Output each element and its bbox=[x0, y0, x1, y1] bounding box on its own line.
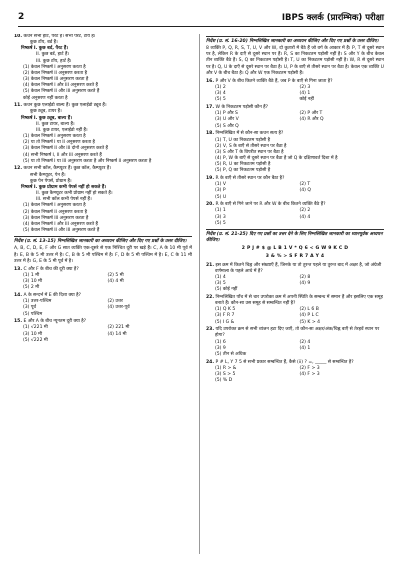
question-block bbox=[14, 319, 192, 344]
question-block bbox=[206, 360, 384, 385]
column-divider bbox=[199, 34, 200, 554]
option: (4) 14 मी bbox=[107, 331, 127, 337]
option: (2) L 6 B bbox=[299, 307, 319, 313]
question-text bbox=[206, 327, 384, 339]
question-number: 15. bbox=[14, 319, 23, 325]
conclusion-line: III. कुछ टॉय, हार्ट हैं। bbox=[36, 58, 72, 64]
symbol-series: 2 P J # $ @ L B 1 V * Q 6 < G W 9 K C D bbox=[241, 246, 349, 252]
question-block bbox=[206, 295, 384, 326]
option: (2) 221 मी bbox=[107, 325, 130, 331]
conclusion-line: II. कुछ टायर, बाल्य हैं। bbox=[36, 121, 75, 127]
option-row bbox=[206, 97, 384, 103]
option: (5) तीन से अधिक bbox=[215, 351, 247, 357]
option: (3) U और V bbox=[215, 117, 239, 123]
question-stem: कथन सभी हार्ट, पैरट हैं। सभी पैरट, टॉय हैं। bbox=[23, 34, 96, 39]
question-number: 13. bbox=[14, 266, 23, 272]
question-block bbox=[206, 202, 384, 227]
option: (3) S और T के विपरीत स्थान पर बैठा है bbox=[215, 149, 284, 155]
statement-line: कुछ ट्यूब, टायर हैं। bbox=[30, 109, 62, 115]
option: (3) 10 मी bbox=[23, 331, 43, 337]
option: (4) 1 bbox=[299, 345, 311, 351]
question-stem: यदि उपरोक्त क्रम से सभी व्यंजन हटा दिए जाएँ, तो कौन-सा अक्षर/अंक/चिह्न बाएँ से तेरहवें स्थान पर होगा? bbox=[215, 327, 380, 339]
option: (1) T, U का निकटतम पड़ोसी है bbox=[215, 137, 270, 143]
option: (3) P bbox=[215, 188, 226, 194]
option: (1) Q K 5 bbox=[215, 307, 236, 313]
option: (5) केवल निष्कर्ष II और III अनुसरण करते हैं bbox=[23, 228, 100, 234]
option-row bbox=[206, 320, 384, 326]
question-block bbox=[14, 267, 192, 292]
question-block bbox=[14, 293, 192, 318]
right-column bbox=[206, 34, 384, 556]
option: कोई अनुसरण नहीं करता है bbox=[23, 95, 68, 101]
question-number: 11. bbox=[14, 103, 23, 109]
option: (1) V bbox=[215, 182, 226, 188]
option: (5) I G & bbox=[215, 319, 235, 325]
option: (3) पूर्व bbox=[23, 305, 36, 311]
option: (5) P, Q का निकटतम पड़ोसी है bbox=[215, 168, 271, 174]
option: (2) F > 3 bbox=[299, 365, 320, 371]
option-row bbox=[206, 372, 384, 378]
option: (1) केवल निष्कर्ष I अनुसरण करता है bbox=[23, 64, 86, 70]
option: (1) R > & bbox=[215, 365, 237, 371]
option: (2) उत्तर bbox=[107, 299, 123, 305]
option: (4) F > 3 bbox=[299, 371, 320, 377]
option: (2) T bbox=[299, 182, 311, 188]
page-header bbox=[18, 12, 384, 27]
direction-heading: निर्देश (प्र. सं. 13-15) निम्नलिखित जानकारी का अध्ययन कीजिए और दिए गए प्रश्नों के उत्तर दीजिए। bbox=[14, 236, 192, 245]
question-number: 21. bbox=[206, 262, 215, 268]
option: (5) √222 मी bbox=[23, 337, 48, 343]
option: (4) P L C bbox=[299, 313, 319, 319]
passage-text: A, B, C, D, E, F और G सात व्यक्ति एक-दूसरे से एक निश्चित दूरी पर खड़े हैं। C, A के 10 मी पूर्व में है। E, B के 5 मी उत्तर में है। C, B के 5 मी पश्चिम में है। F, D के 5 मी पश्चिम में है। E, C के 11 मी उत्तर में है। G, E के 5 मी पूर्व में है। bbox=[14, 246, 192, 264]
option: (3) 3 bbox=[215, 214, 226, 220]
option: (4) 1 bbox=[299, 91, 311, 97]
option: (1) 1 bbox=[215, 208, 226, 214]
question-text bbox=[206, 263, 384, 275]
option: (2) V, S के बाएँ से तीसरे स्थान पर बैठा है bbox=[215, 143, 287, 149]
option: (5) या तो निष्कर्ष I या III अनुसरण करता है और निष्कर्ष II अनुसरण करता है bbox=[23, 158, 152, 164]
question-block bbox=[206, 79, 384, 104]
option: (2) केवल निष्कर्ष II अनुसरण करता है bbox=[23, 70, 87, 76]
option: (5) K > 4 bbox=[299, 319, 320, 325]
question-number: 14. bbox=[14, 293, 23, 299]
option: (3) 10 मी bbox=[23, 279, 43, 285]
option: (5) U bbox=[215, 194, 227, 200]
option: (5) 5 bbox=[215, 97, 226, 103]
option-row bbox=[206, 215, 384, 221]
option: (3) केवल निष्कर्ष III अनुसरण करता है bbox=[23, 215, 89, 221]
question-stem: R के बाएँ से तीसरे स्थान पर कौन बैठा है? bbox=[215, 176, 285, 182]
option: (1) P और S bbox=[215, 111, 238, 117]
direction-heading: निर्देश (प्र. सं. 21-25) दिए गए प्रश्नों का उत्तर देने के लिए निम्नलिखित जानकारी का ध्यानपूर्वक अध्ययन कीजिए। bbox=[206, 229, 384, 244]
option: (2) केवल निष्कर्ष II अनुसरण करता है bbox=[23, 209, 87, 215]
option: (1) 6 bbox=[215, 339, 226, 345]
option: (1) केवल निष्कर्ष I अनुसरण करता है bbox=[23, 134, 86, 140]
option: कोई नहीं bbox=[299, 97, 314, 103]
question-block bbox=[206, 327, 384, 358]
question-block bbox=[14, 103, 192, 165]
question-stem: E और A के बीच न्यूनतम दूरी क्या है? bbox=[23, 319, 87, 325]
option: (5) R, U का निकटतम पड़ोसी है bbox=[215, 162, 271, 168]
option: (3) S > 5 bbox=[215, 371, 236, 377]
question-stem: निम्नलिखित पाँच में से चार उपरोक्त क्रम में अपनी स्थिति के सम्बन्ध में समान हैं और इसलिए एक समूह बनाते हैं। कौन-सा उस समूह से सम्बन्धित नहीं है? bbox=[215, 294, 383, 307]
option: (4) उत्तर-पूर्व bbox=[107, 305, 130, 311]
question-number: 12. bbox=[14, 166, 23, 172]
option: (5) S और Q bbox=[215, 123, 239, 129]
option: (3) 4 bbox=[215, 91, 226, 97]
option: (1) केवल निष्कर्ष I अनुसरण करता है bbox=[23, 203, 86, 209]
question-number: 22. bbox=[206, 294, 215, 300]
statement-line: सभी कैम्प्यूटर, पेन हैं। bbox=[30, 172, 66, 178]
option: (3) 5 bbox=[215, 281, 226, 286]
option: (2) 8 bbox=[299, 274, 311, 280]
option: (5) केवल निष्कर्ष II और III अनुसरण करते हैं bbox=[23, 89, 100, 95]
option: (2) या तो निष्कर्ष I या II अनुसरण करता है bbox=[23, 140, 95, 146]
question-stem: कथन कुछ एलाईडो बाल्य हैं। कुछ एलाईडो ट्यूब हैं। bbox=[23, 103, 107, 109]
option: (5) 2 मी bbox=[23, 285, 40, 291]
question-number: 23. bbox=[206, 327, 215, 333]
conclusion-label: निष्कर्ष I. कुछ बर्ड, पैरट हैं। bbox=[21, 46, 68, 52]
question-stem: P और V के बीच कितने व्यक्ति बैठे हैं, जब P के बाएँ से गिना जाता है? bbox=[215, 78, 333, 84]
page-number: 2 bbox=[18, 12, 25, 22]
question-number: 18. bbox=[206, 131, 215, 137]
option: (5) कोई नहीं bbox=[215, 287, 238, 293]
option: (3) केवल निष्कर्ष II और III दोनों अनुसरण करते हैं bbox=[23, 146, 108, 152]
question-stem: इस क्रम में कितने चिह्न और संख्याएँ हैं, जिनके या तो तुरन्त पहले या तुरन्त बाद में अक्षर है, जो अंग्रेजी वर्णमाला के पहले आधे में है? bbox=[215, 262, 382, 274]
option: (2) 3 bbox=[299, 85, 311, 91]
option: (1) 1 मी bbox=[23, 272, 40, 278]
question-stem: A के सन्दर्भ में E की दिशा क्या है? bbox=[23, 293, 81, 299]
option: (3) केवल निष्कर्ष III अनुसरण करता है bbox=[23, 77, 89, 83]
option-row bbox=[206, 188, 384, 194]
question-number: 16. bbox=[206, 78, 215, 84]
conclusion-line: III. कुछ टायर, एलाईडो नहीं हैं। bbox=[36, 127, 88, 133]
question-block bbox=[14, 166, 192, 234]
question-block bbox=[206, 105, 384, 130]
left-column bbox=[14, 34, 192, 556]
question-block bbox=[14, 34, 192, 102]
conclusion-label: निष्कर्ष I. कुछ प्रोग्राम कभी पेपर्स नहीं हो सकते हैं। bbox=[21, 184, 107, 190]
option: (4) केवल निष्कर्ष I और III अनुसरण करते हैं bbox=[23, 221, 98, 227]
statement-line: कुछ पेन पेपर्स, प्रोग्राम हैं। bbox=[30, 178, 72, 184]
option: (2) P और T bbox=[299, 111, 323, 117]
option-row bbox=[14, 305, 192, 311]
question-stem: W के निकटतम पड़ोसी कौन हैं? bbox=[215, 105, 268, 111]
option-row bbox=[206, 117, 384, 123]
option: (5) % D bbox=[215, 378, 233, 384]
option: (4) 9 bbox=[299, 281, 311, 286]
question-block bbox=[206, 176, 384, 201]
option: (1) √221 मी bbox=[23, 325, 48, 331]
book-title: IBPS क्लर्क (प्रारम्भिक) परीक्षा bbox=[281, 13, 384, 23]
conclusion-line: III. सभी कॉल कभी पेपर्स नहीं हैं। bbox=[36, 197, 92, 203]
question-stem: C और F के बीच की दूरी क्या है? bbox=[23, 266, 79, 272]
option-row bbox=[14, 279, 192, 285]
symbol-series: 3 & % > S F R 7 A Y 4 bbox=[265, 254, 325, 260]
option: (4) केवल निष्कर्ष I और III अनुसरण करते हैं bbox=[23, 83, 98, 89]
question-block bbox=[206, 263, 384, 294]
option: (3) F R 7 bbox=[215, 313, 235, 319]
passage-text: 8 व्यक्ति P, Q, R, S, T, U, V और W, दो कुतारों में बैठे हैं जो वर्ग के आकार में हैं। P, T से दूसरे स्थान पर है, लेकिन R के दाएँ से दूसरे स्थान पर हैं। R, S का निकटतम पड़ोसी नहीं है। S और Y के बीच केवल तीन व्यक्ति बैठे हैं। S, Q का निकटतम पड़ोसी है। T, U का निकटतम पड़ोसी नहीं है। W, R से दूसरे स्थान पर है। Q, U के दाएँ से दूसरे स्थान पर बैठा है। U, P के बाएँ से तीसरे स्थान पर बैठा है। केवल एक व्यक्ति U और V के बीच बैठा है। Q और W एक निकटतम पड़ोसी हैं। bbox=[206, 46, 384, 76]
option: (4) सभी निष्कर्ष I, II और III अनुसरण करते हैं bbox=[23, 152, 102, 158]
option: (1) 4 bbox=[215, 274, 226, 280]
option: (4) R और Q bbox=[299, 117, 324, 123]
option: (1) 2 bbox=[215, 85, 226, 91]
option-row bbox=[14, 332, 192, 338]
option: (2) 5 मी bbox=[107, 272, 124, 278]
question-number: 19. bbox=[206, 176, 215, 182]
question-stem: P # L, Y 7 5 से सभी प्रकार सम्बन्धित हैं, कैसे (ii) ? =, _____ से सम्बन्धित है? bbox=[215, 359, 354, 365]
question-stem: कथन सभी कॉल, कैम्प्यूटर हैं। कुछ कॉल, कैम्प्यूटर हैं। bbox=[23, 166, 111, 172]
question-stem: R के बाएँ से गिने जाने पर R और W के बीच कितने व्यक्ति बैठे हैं? bbox=[215, 202, 326, 208]
option: (5) 5 bbox=[215, 220, 226, 226]
question-number: 17. bbox=[206, 105, 215, 111]
option: (4) 4 bbox=[299, 214, 311, 220]
question-block bbox=[206, 131, 384, 174]
direction-heading: निर्देश (प्र. सं. 16-20) निम्नलिखित जानकारी का अध्ययन कीजिए और दिए गए प्रश्नों के उत्तर दीजिए। bbox=[206, 36, 384, 45]
option: (4) 4 मी bbox=[107, 279, 124, 285]
question-text bbox=[206, 295, 384, 307]
option: (2) 2 bbox=[299, 208, 311, 214]
conclusion-line: II. कुछ बर्ड, हार्ट हैं। bbox=[36, 52, 70, 58]
statement-line: कुछ टॉय, बर्ड हैं। bbox=[30, 40, 58, 46]
option-row bbox=[206, 346, 384, 352]
option: (3) 9 bbox=[215, 345, 226, 351]
option: (1) उत्तर-पश्चिम bbox=[23, 299, 52, 305]
question-number: 20. bbox=[206, 202, 215, 208]
option: (4) P, W के बाएँ से दूसरे स्थान पर बैठा है जो Q के दक्षिणावर्त दिशा में है bbox=[215, 156, 338, 161]
option: (5) पश्चिम bbox=[23, 311, 43, 317]
question-number: 24. bbox=[206, 359, 215, 365]
question-number: 10. bbox=[14, 34, 23, 39]
option: (2) 4 bbox=[299, 339, 311, 345]
conclusion-label: निष्कर्ष I. कुछ ट्यूब, बाल्य हैं। bbox=[21, 115, 72, 121]
conclusion-line: II. कुछ कैम्प्यूटर कभी प्रोग्राम नहीं हो सकते हैं। bbox=[36, 191, 113, 197]
question-stem: निम्नलिखित में से कौन-सा कथन सत्य है? bbox=[215, 131, 284, 137]
option: (4) Q bbox=[299, 188, 311, 194]
